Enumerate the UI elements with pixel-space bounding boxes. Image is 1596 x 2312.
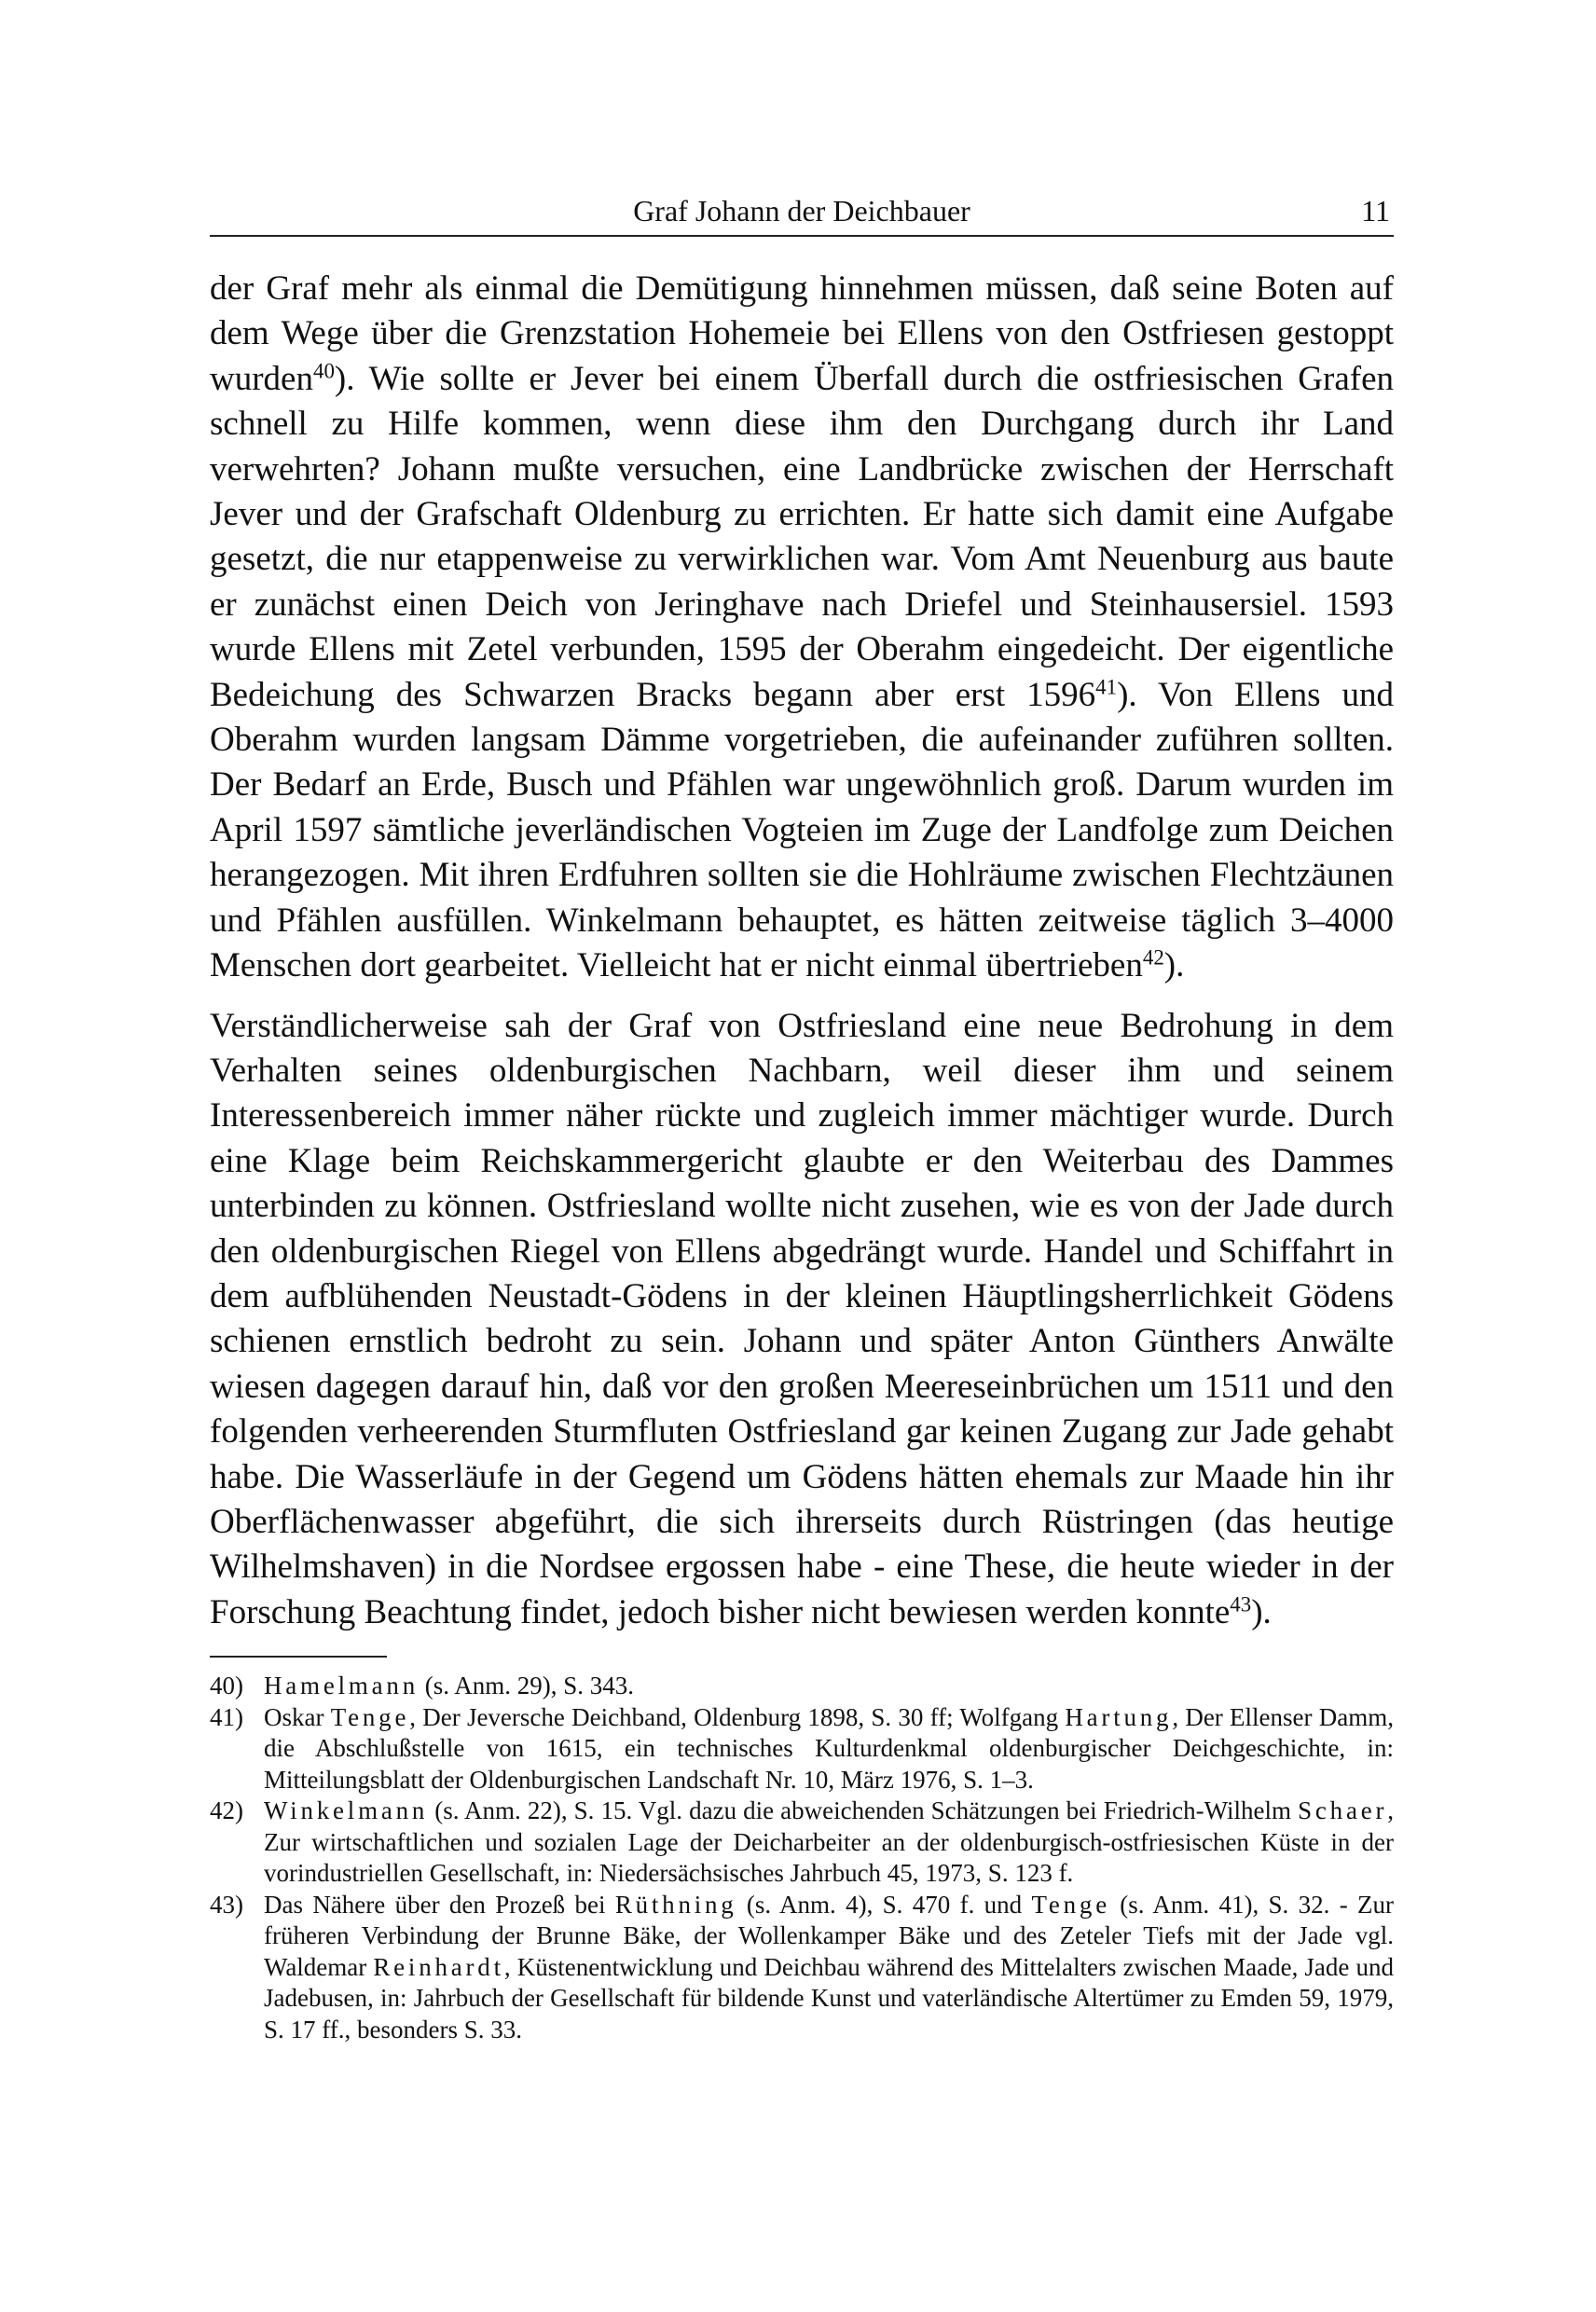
author-name: Reinhardt xyxy=(373,1952,504,1981)
text-run: (s. Anm. 4), S. 470 f. und xyxy=(736,1890,1032,1919)
text-run: (s. Anm. 22), S. 15. Vgl. dazu die abweichenden Schätzungen bei Friedrich-Wilhelm xyxy=(428,1796,1299,1825)
footnote-text xyxy=(264,1796,1394,1890)
footnote-reference: 40 xyxy=(312,359,335,383)
text-run: ). xyxy=(1251,1592,1272,1631)
footnote-reference: 41 xyxy=(1095,675,1118,699)
footnote xyxy=(210,1796,1394,1890)
book-page xyxy=(210,186,1394,2045)
page-number: 11 xyxy=(1361,194,1390,227)
footnote-number: 43) xyxy=(210,1890,243,1919)
author-name: Tenge xyxy=(330,1702,410,1731)
text-run: , Küstenentwicklung und Deichbau während des Mittelalters zwischen Maade, Jade und Jadebusen, in: Jahrbuch der Gesellschaft für bildende Kunst und vaterländische Altertümer zu Emden 59, 1979, S. 17 ff., besonders S. 33. xyxy=(264,1952,1394,2044)
running-title: Graf Johann der Deichbauer xyxy=(633,194,970,227)
footnote-reference: 43 xyxy=(1230,1592,1252,1617)
author-name: Tenge xyxy=(1031,1890,1110,1919)
footnote-number: 41) xyxy=(210,1702,243,1731)
footnote-reference: 42 xyxy=(1142,945,1164,970)
text-run: Verständlicherweise sah der Graf von Ostfriesland eine neue Bedrohung in dem Verhalten seines oldenburgischen Nachbarn, weil dieser ihm und seinem Interessenbereich immer näher rückte und zugleich immer mächtiger wurde. Durch eine Klage beim Reichskammergericht glaubte er den Weiterbau des Dammes unterbinden zu können. Ostfriesland wollte nicht zusehen, wie es von der Jade durch den oldenburgischen Riegel von Ellens abgedrängt wurde. Handel und Schiffahrt in dem aufblühenden Neustadt-Gödens in der kleinen Häuptlingsherrlichkeit Gödens schienen ernstlich bedroht zu sein. Johann und später Anton Günthers Anwälte wiesen dagegen darauf hin, daß vor den großen Meereseinbrüchen um 1511 und den folgenden verheerenden Sturmfluten Ostfriesland gar keinen Zugang zur Jade gehabt habe. Die Wasserläufe in der Gegend um Gödens hätten ehemals zur Maade hin ihr Oberflächenwasser abgeführt, die sich ihrerseits durch Rüstringen (das heutige Wilhelmshaven) in die Nordsee ergossen habe - eine These, die heute wieder in der Forschung Beachtung findet, jedoch bisher nicht bewiesen werden konnte xyxy=(210,1006,1394,1631)
running-header xyxy=(210,186,1394,237)
text-run: ). Von Ellens und Oberahm wurden langsam Dämme vorgetrieben, die aufeinander zuführen sollten. Der Bedarf an Erde, Busch und Pfählen war ungewöhnlich groß. Darum wurden im April 1597 sämtliche jeverländischen Vogteien im Zuge der Landfolge zum Deichen herangezogen. Mit ihren Erdfuhren sollten sie die Hohlräume zwischen Flechtzäunen und Pfählen ausfüllen. Winkelmann behauptet, es hätten zeitweise täglich 3–4000 Menschen dort gearbeitet. Vielleicht hat er nicht einmal übertrieben xyxy=(210,675,1394,985)
author-name: Rüthning xyxy=(614,1890,737,1919)
text-run: (s. Anm. 41), S. 32. - Zur früheren Verbindung der Brunne Bäke, der Wollenkamper Bäke und des Zeteler Tiefs mit der Jade vgl. Waldemar xyxy=(264,1890,1395,1981)
footnote xyxy=(210,1890,1394,2046)
text-run: (s. Anm. 29), S. 343. xyxy=(418,1672,635,1700)
text-run: ). xyxy=(1163,946,1185,985)
author-name: Hamelmann xyxy=(264,1672,419,1700)
body-paragraph xyxy=(210,1004,1394,1636)
author-name: Winkelmann xyxy=(264,1796,429,1825)
text-run: , Der Jeversche Deichband, Oldenburg 1898, S. 30 ff; Wolfgang xyxy=(409,1702,1066,1731)
author-name: Schaer xyxy=(1298,1796,1388,1825)
body-paragraph xyxy=(210,267,1394,989)
text-run: , Der Ellenser Damm, die Abschlußstelle von 1615, ein technisches Kulturdenkmal oldenburgischer Deichgeschichte, in: Mitteilungsblatt der Oldenburgischen Landschaft Nr. 10, März 1976, S. 1–3. xyxy=(264,1702,1394,1794)
footnote-rule xyxy=(210,1656,387,1658)
author-name: Hartung xyxy=(1065,1702,1173,1731)
text-run: der Graf mehr als einmal die Demütigung hinnehmen müssen, daß seine Boten auf dem Wege über die Grenzstation Hohemeie bei Ellens von den Ostfriesen gestoppt wurden xyxy=(210,269,1394,398)
text-run: , Zur wirtschaftlichen und sozialen Lage der Deicharbeiter an der oldenburgisch-ostfriesischen Küste in der vorindustriellen Gesellschaft, in: Niedersächsisches Jahrbuch 45, 1973, S. 123 f. xyxy=(264,1796,1394,1888)
footnote-text xyxy=(264,1702,1394,1796)
footnotes xyxy=(210,1671,1394,2045)
text-run: Oskar xyxy=(264,1702,331,1731)
footnote-text xyxy=(264,1890,1394,2046)
footnote-number: 42) xyxy=(210,1796,243,1825)
main-text xyxy=(210,267,1394,1635)
footnote xyxy=(210,1671,1394,1702)
text-run: ). Wie sollte er Jever bei einem Überfall durch die ostfriesischen Grafen schnell zu Hilfe kommen, wenn diese ihm den Durchgang durch ihr Land verwehrten? Johann mußte versuchen, eine Landbrücke zwischen der Herrschaft Jever und der Grafschaft Oldenburg zu errichten. Er hatte sich damit eine Aufgabe gesetzt, die nur etappenweise zu verwirklichen war. Vom Amt Neuenburg aus baute er zunächst einen Deich von Jeringhave nach Driefel und Steinhausersiel. 1593 wurde Ellens mit Zetel verbunden, 1595 der Oberahm eingedeicht. Der eigentliche Bedeichung des Schwarzen Bracks begann aber erst 1596 xyxy=(210,359,1394,714)
footnote-text xyxy=(264,1671,1394,1702)
text-run: Das Nähere über den Prozeß bei xyxy=(264,1890,615,1919)
footnote xyxy=(210,1702,1394,1796)
footnote-number: 40) xyxy=(210,1672,243,1700)
